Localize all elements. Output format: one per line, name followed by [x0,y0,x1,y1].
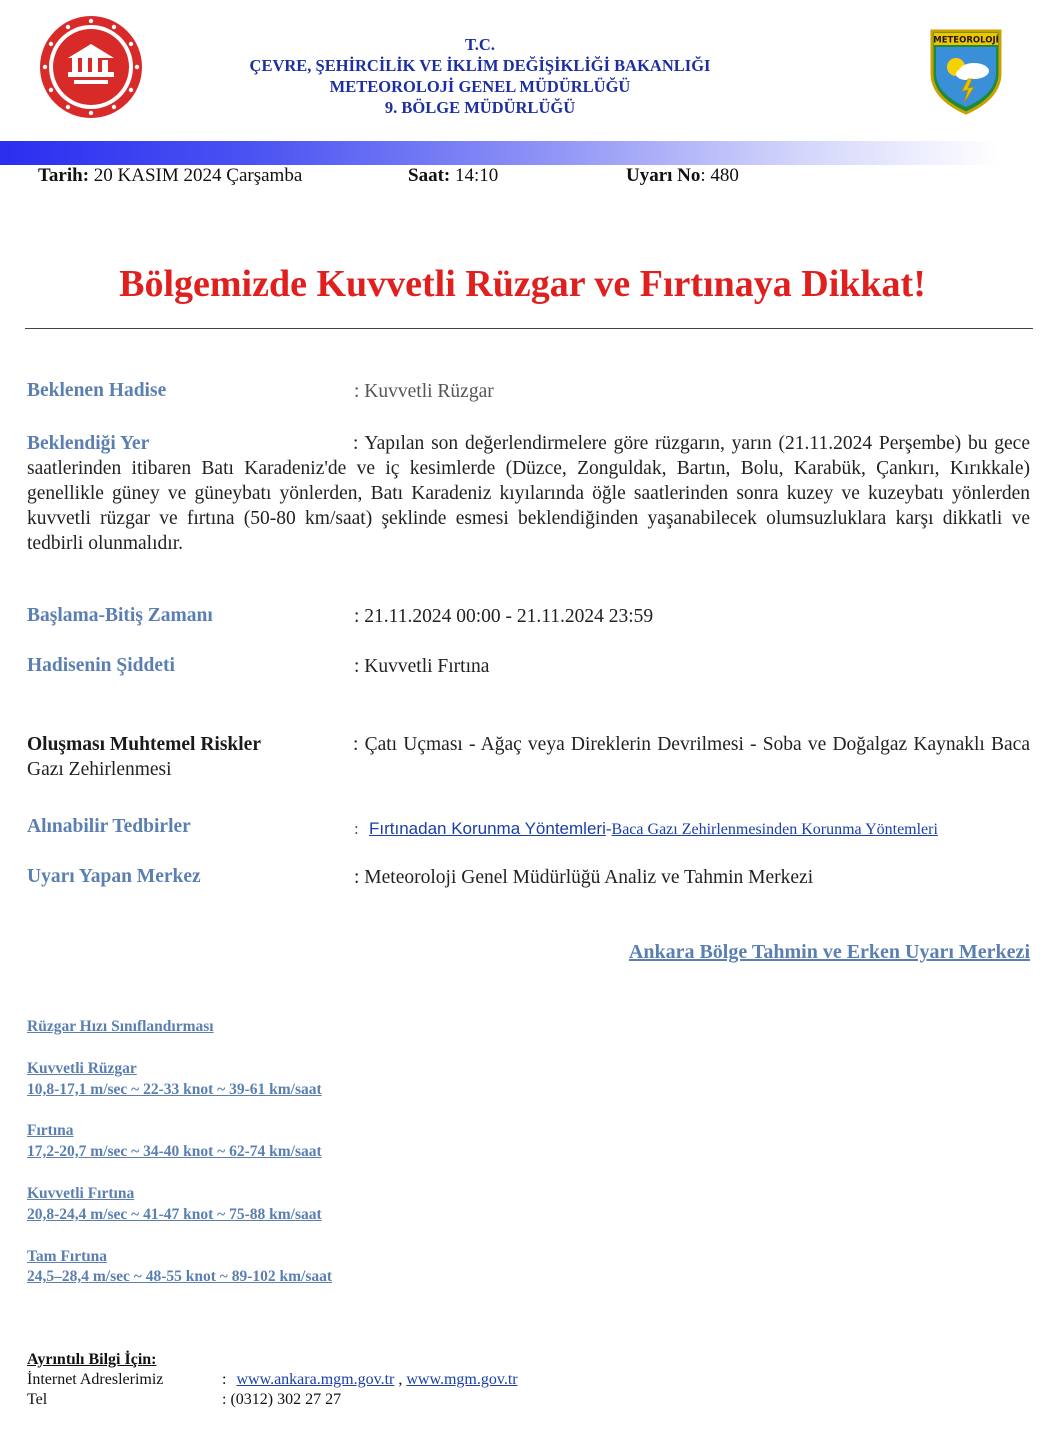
wind-class-name[interactable]: Tam Fırtına [27,1248,107,1265]
event-label: Beklenen Hadise [27,380,167,401]
header-line-region: 9. BÖLGE MÜDÜRLÜĞÜ [384,98,576,117]
wind-class-name[interactable]: Kuvvetli Rüzgar [27,1060,137,1077]
header-line-directorate: METEOROLOJİ GENEL MÜDÜRLÜĞÜ [329,77,631,96]
severity-label: Hadisenin Şiddeti [27,655,175,676]
place-paragraph [27,431,1030,556]
ministry-header [220,34,740,118]
header-line-tc: T.C. [465,35,495,54]
date-value: 20 KASIM 2024 Çarşamba [93,165,303,186]
risks-value: : Çatı Uçması - Ağaç veya Direklerin Devrilmesi - Soba ve Doğalgaz Kaynaklı Baca Gazı Zehirlenmesi [27,734,1030,780]
mgm-link[interactable]: www.mgm.gov.tr [406,1371,518,1388]
wind-class-range[interactable]: 24,5–28,4 m/sec ~ 48-55 knot ~ 89-102 km/saat [27,1268,333,1285]
place-label: Beklendiği Yer [27,433,150,454]
page-title: Bölgemizde Kuvvetli Rüzgar ve Fırtınaya Dikkat! [119,263,926,305]
warning-value: : 480 [700,165,739,186]
place-value: : Yapılan son değerlendirmelere göre rüzgarın, yarın (21.11.2024 Perşembe) bu gece saatlerinden itibaren Batı Karadeniz'de ve iç kesimlerde (Düzce, Zonguldak, Bartın, Bolu, Karabük, Çankırı, Kırıkkale) genellikle güney ve güneybatı yönlerden, Batı Karadeniz kıyılarında öğle saatlerinden sonra kuzey ve kuzeybatı yönlerden kuvvetli rüzgar ve fırtına (50-80 km/saat) şeklinde esmesi beklendiğinden yaşanabilecek olumsuzluklara karşı dikkatli ve tedbirli olunmalıdır. [27,433,1030,554]
ankara-mgm-link[interactable]: www.ankara.mgm.gov.tr [236,1371,395,1388]
time-label: Saat: [408,165,451,186]
wind-class-range[interactable]: 20,8-24,4 m/sec ~ 41-47 knot ~ 75-88 km/saat [27,1206,322,1223]
event-value: : Kuvvetli Rüzgar [354,381,494,402]
measures-colon: : [354,819,359,838]
url-separator: , [398,1371,403,1388]
wind-class-range[interactable]: 10,8-17,1 m/sec ~ 22-33 knot ~ 39-61 km/saat [27,1081,322,1098]
ministry-seal-icon [38,14,144,120]
date-label: Tarih: [38,165,90,186]
issuing-center-label: Uyarı Yapan Merkez [27,866,201,887]
wind-classification-title[interactable]: Rüzgar Hızı Sınıflandırması [27,1018,214,1035]
internet-addresses [222,1371,518,1389]
header-gradient-bar [0,141,1000,165]
tel-label: Tel [27,1391,48,1408]
flue-gas-protection-link[interactable]: Baca Gazı Zehirlenmesinden Korunma Yöntemleri [611,821,938,838]
risks-paragraph [27,732,1030,782]
contact-heading: Ayrıntılı Bilgi İçin: [27,1351,157,1368]
regional-center-link[interactable]: Ankara Bölge Tahmin ve Erken Uyarı Merkezi [628,941,1030,963]
title-divider [25,328,1033,329]
header-line-ministry: ÇEVRE, ŞEHİRCİLİK VE İKLİM DEĞİŞİKLİĞİ BAKANLIĞI [249,56,711,75]
time-field [408,165,498,187]
time-range-label: Başlama-Bitiş Zamanı [27,605,213,626]
severity-value: : Kuvvetli Fırtına [354,656,490,677]
wind-class-range[interactable]: 17,2-20,7 m/sec ~ 34-40 knot ~ 62-74 km/saat [27,1143,322,1160]
wind-class-name[interactable]: Fırtına [27,1122,74,1139]
measures-value [354,819,938,839]
time-range-value: : 21.11.2024 00:00 - 21.11.2024 23:59 [354,606,654,627]
time-value: 14:10 [454,165,499,186]
date-field [38,165,302,187]
warning-number-field [626,165,739,187]
internet-colon: : [222,1371,227,1388]
warning-label: Uyarı No [626,165,701,186]
risks-label: Oluşması Muhtemel Riskler [27,734,261,755]
meteoroloji-logo-icon [928,27,1004,115]
tel-value: : (0312) 302 27 27 [222,1391,342,1408]
measures-label: Alınabilir Tedbirler [27,816,191,837]
wind-class-name[interactable]: Kuvvetli Fırtına [27,1185,135,1202]
issuing-center-value: : Meteoroloji Genel Müdürlüğü Analiz ve Tahmin Merkezi [354,867,814,888]
measures-separator: - [605,819,612,838]
storm-protection-link[interactable]: Fırtınadan Korunma Yöntemleri [368,819,606,838]
logo-text: METEOROLOJİ [933,35,999,46]
internet-label: İnternet Adreslerimiz [27,1371,164,1388]
